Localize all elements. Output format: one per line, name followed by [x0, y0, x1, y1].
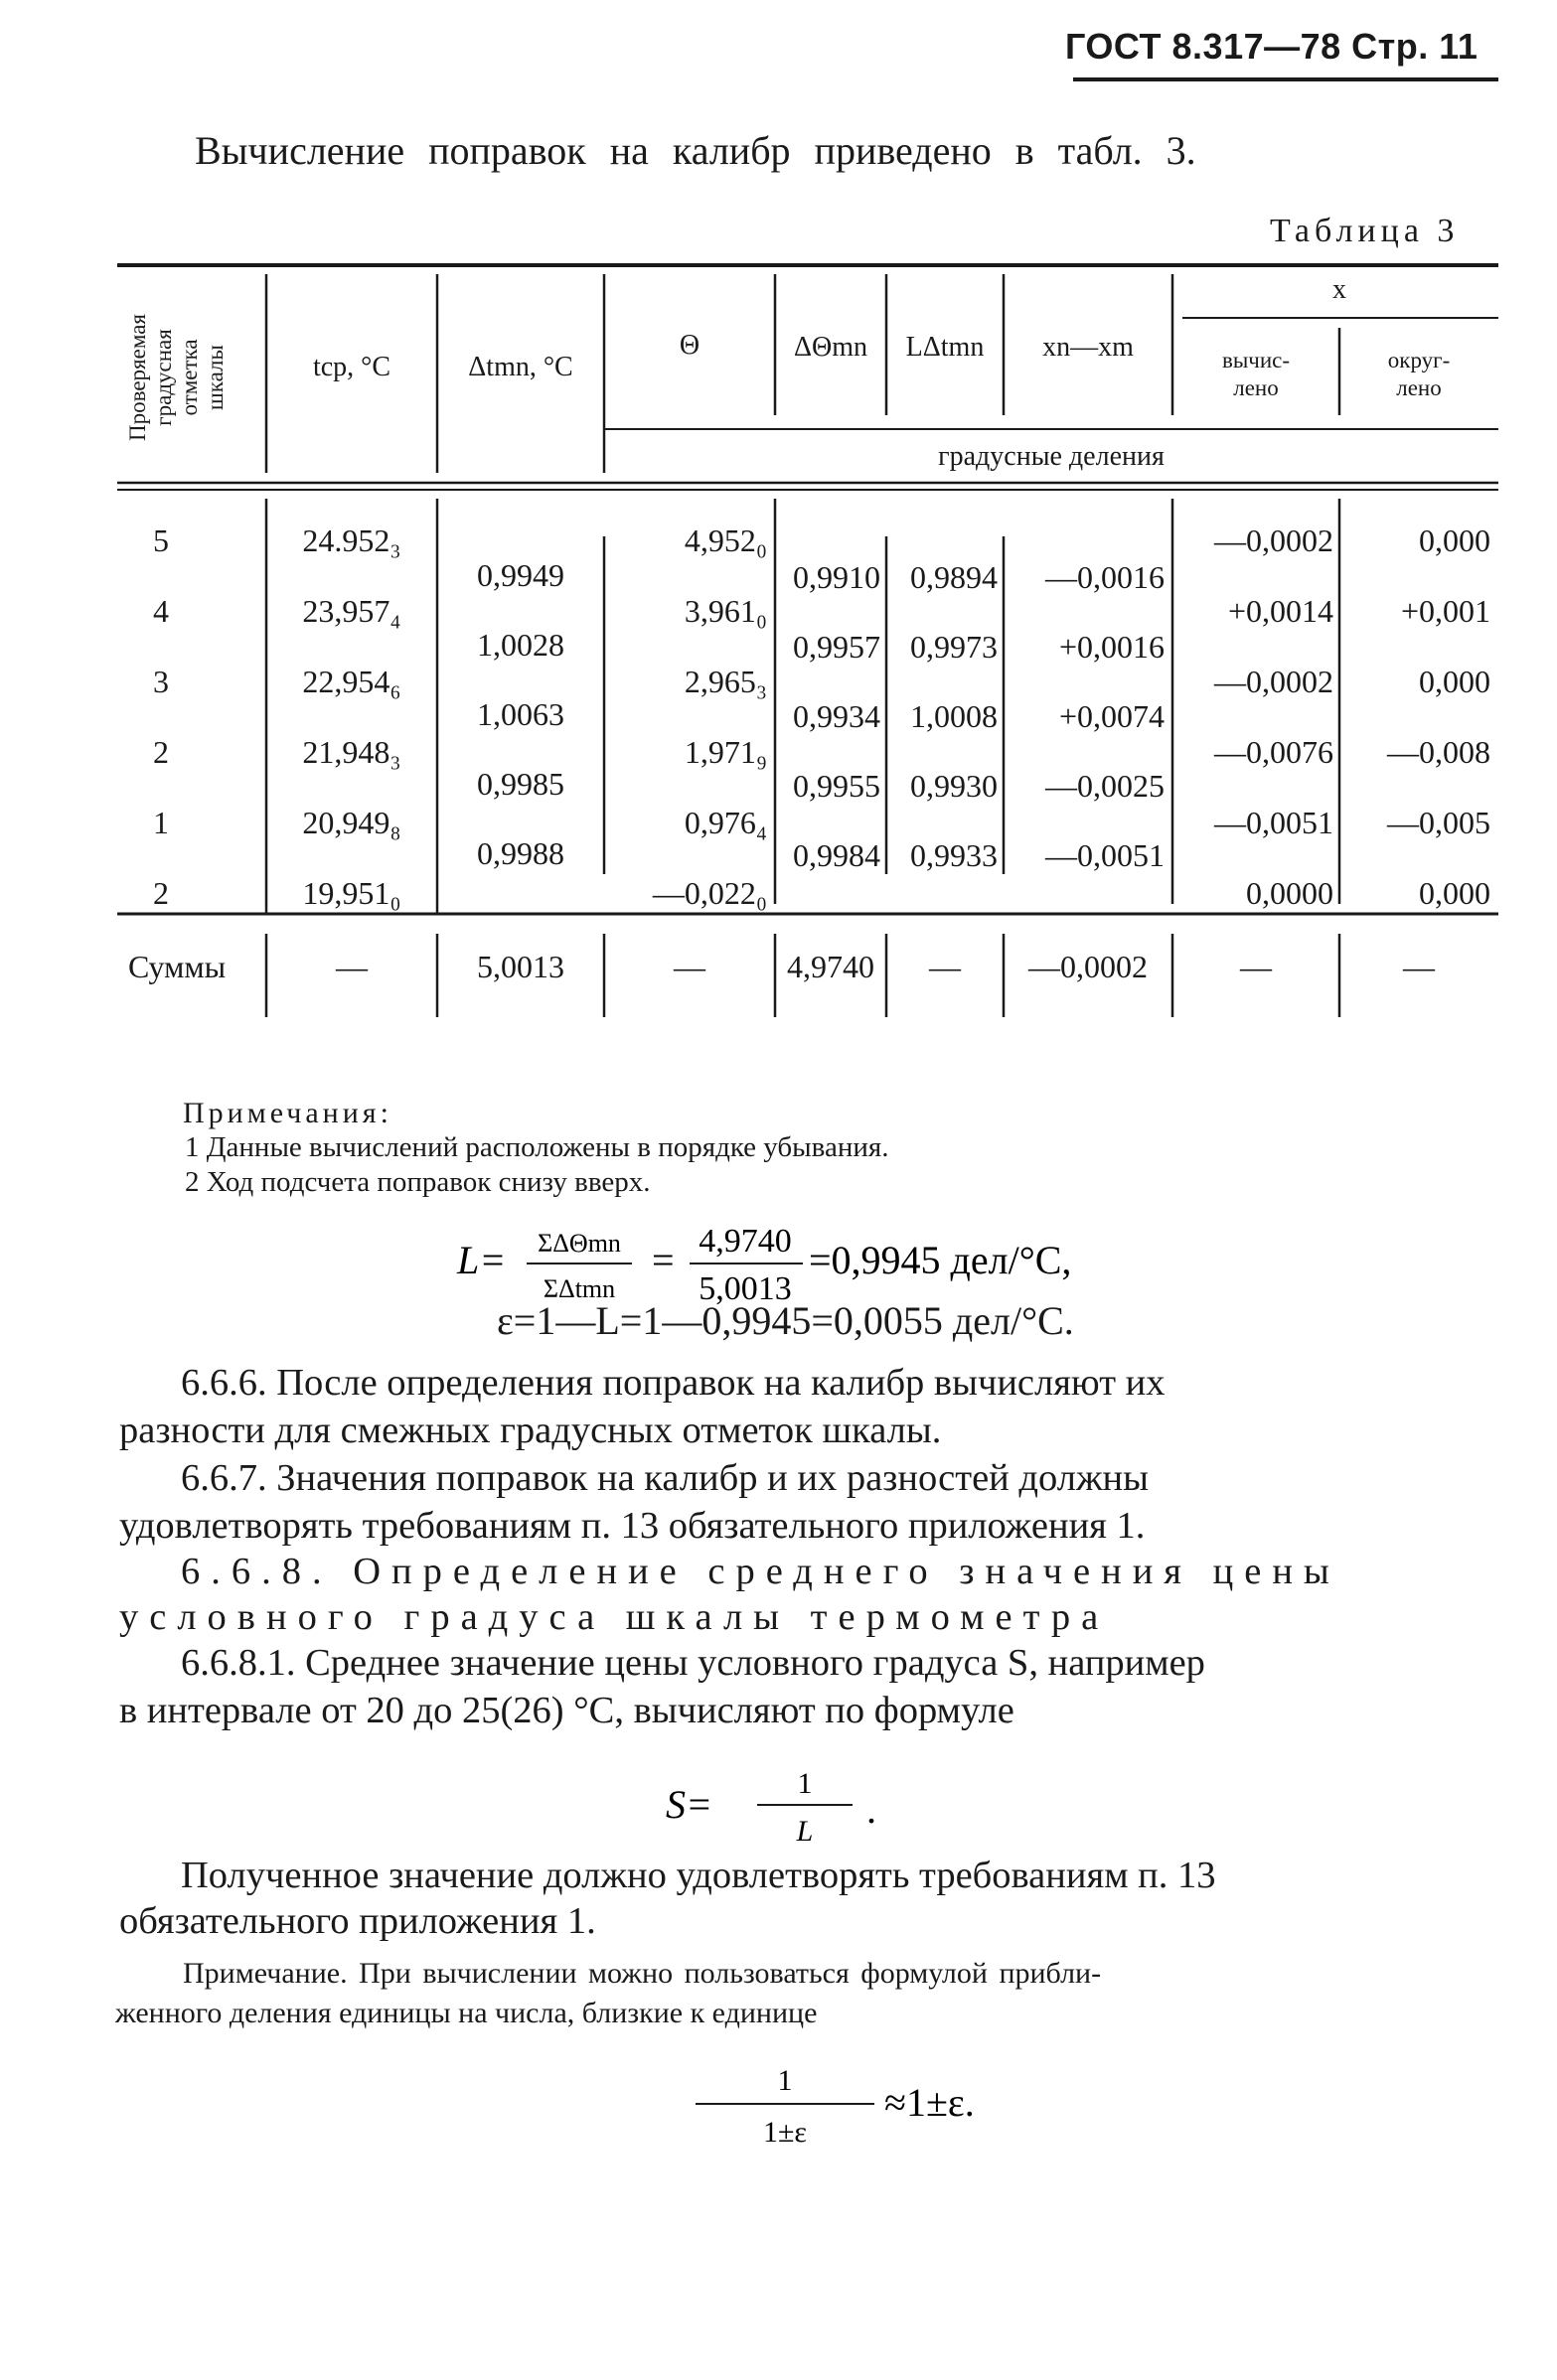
hdr-dtheta: ΔΘmn	[793, 332, 868, 363]
note-2: 2 Ход подсчета поправок снизу вверх.	[185, 1166, 651, 1198]
formula-S-den: L	[796, 1815, 814, 1848]
sums-theta: —	[674, 949, 705, 984]
row-1-theta: 4,952₀	[684, 522, 767, 558]
row-3-x-calc: —0,0002	[1214, 664, 1333, 699]
row-6-mark: 2	[153, 875, 169, 911]
row-3-x-round: 0,000	[1419, 664, 1490, 699]
row-4-mark: 2	[153, 734, 169, 770]
correction-table	[0, 0, 1557, 1093]
p666-line2: разности для смежных градусных отметок шкалы.	[119, 1410, 942, 1451]
row-6-x-round: 0,000	[1419, 875, 1490, 911]
sums-dt: 5,0013	[477, 949, 564, 984]
row-4-x-round: —0,008	[1387, 734, 1490, 770]
hdr-ldt: LΔtmn	[905, 332, 985, 363]
between-5-dtheta: 0,9984	[793, 837, 880, 873]
row-5-mark: 1	[153, 805, 169, 840]
between-1-dtheta: 0,9910	[793, 559, 880, 595]
notes-title: Примечания:	[183, 1097, 392, 1129]
formula-approx	[676, 2046, 1033, 2165]
p667-line2: удовлетворять требованиям п. 13 обязательного приложения 1.	[119, 1505, 1146, 1547]
between-4-ldt: 0,9930	[910, 768, 998, 804]
formula-L-den1: ΣΔtmn	[543, 1274, 616, 1303]
hdr-mark-4: шкалы	[203, 345, 228, 410]
p668-line1: 6.6.8. Определение среднего значения цены	[181, 1551, 1340, 1592]
formula-S-tail: .	[866, 1787, 876, 1832]
between-4-dtheta: 0,9955	[793, 768, 880, 804]
between-3-dt: 1,0063	[477, 696, 564, 732]
hdr-x-calc-1: вычис-	[1221, 348, 1291, 372]
sums-label: Суммы	[127, 949, 227, 984]
hdr-theta: Θ	[679, 330, 701, 361]
p6681-line2: в интервале от 20 до 25(26) °С, вычисляют по формуле	[119, 1690, 1014, 1731]
hdr-mark-3: отметка	[177, 339, 202, 416]
sums-ldt: —	[929, 949, 961, 984]
table-label: Таблица 3	[1270, 213, 1460, 249]
after-S-line2: обязательного приложения 1.	[119, 1900, 596, 1942]
between-1-dt: 0,9949	[477, 557, 564, 593]
row-6-t: 19,951₀	[302, 875, 401, 911]
note2-line2: женного деления единицы на числа, близкие к единице	[115, 1997, 818, 2029]
after-S-line1: Полученное значение должно удовлетворять требованиям п. 13	[181, 1855, 1216, 1896]
between-4-xdiff: —0,0025	[1045, 768, 1165, 804]
p667-line1: 6.6.7. Значения поправок на калибр и их разностей должны	[181, 1457, 1150, 1499]
between-2-ldt: 0,9973	[910, 629, 998, 665]
formula-L-num2: 4,9740	[699, 1223, 792, 1260]
row-5-theta: 0,976₄	[684, 805, 767, 840]
p668-line2: условного градуса шкалы термометра	[119, 1596, 1110, 1638]
hdr-xdiff: xn—xm	[1042, 332, 1134, 363]
formula-approx-den: 1±ε	[762, 2116, 808, 2149]
row-5-x-round: —0,005	[1387, 805, 1490, 840]
row-6-x-calc: 0,0000	[1246, 875, 1333, 911]
hdr-dt-mn: Δtmn, °С	[468, 352, 573, 382]
between-3-xdiff: +0,0074	[1058, 698, 1165, 734]
between-3-ldt: 1,0008	[910, 698, 998, 734]
hdr-x-round-2: лено	[1396, 375, 1442, 400]
row-1-x-round: 0,000	[1419, 522, 1490, 558]
between-3-dtheta: 0,9934	[793, 698, 880, 734]
row-1-x-calc: —0,0002	[1214, 522, 1333, 558]
formula-L-den2: 5,0013	[699, 1270, 792, 1307]
p6681-line1: 6.6.8.1. Среднее значение цены условного градуса S, например	[181, 1642, 1205, 1684]
hdr-x-group: x	[1332, 274, 1346, 305]
row-4-t: 21,948₃	[302, 734, 401, 770]
row-2-x-calc: +0,0014	[1227, 593, 1333, 629]
row-6-theta: —0,022₀	[652, 875, 767, 911]
row-2-theta: 3,961₀	[684, 593, 767, 629]
formula-L-eq: =	[652, 1238, 675, 1282]
sums-t: —	[336, 949, 368, 984]
formula-epsilon: ε=1—L=1—0,9945=0,0055 дел/°С.	[497, 1298, 1074, 1343]
hdr-units: градусные деления	[938, 441, 1165, 472]
row-2-x-round: +0,001	[1400, 593, 1490, 629]
formula-approx-rhs: ≈1±ε.	[884, 2080, 975, 2125]
intro-text: Вычисление поправок на калибр приведено в табл. 3.	[195, 128, 1196, 173]
formula-S-lhs: S=	[666, 1782, 712, 1827]
p666-line1: 6.6.6. После определения поправок на калибр вычисляют их	[181, 1362, 1166, 1404]
sums-x-round: —	[1403, 949, 1435, 984]
row-2-mark: 4	[153, 593, 169, 629]
row-4-theta: 1,971₉	[684, 734, 767, 770]
formula-L-result: =0,9945 дел/°С,	[809, 1238, 1072, 1282]
between-1-xdiff: —0,0016	[1045, 559, 1165, 595]
note-1: 1 Данные вычислений расположены в порядке убывания.	[185, 1131, 889, 1163]
between-4-dt: 0,9985	[477, 766, 564, 802]
row-2-t: 23,957₄	[302, 593, 401, 629]
hdr-t-cp: tср, °С	[312, 352, 391, 382]
between-1-ldt: 0,9894	[910, 559, 998, 595]
row-4-x-calc: —0,0076	[1214, 734, 1333, 770]
sums-xdiff: —0,0002	[1028, 949, 1148, 984]
row-5-t: 20,949₈	[302, 805, 401, 840]
hdr-x-round-1: округ-	[1387, 348, 1451, 372]
note2-line1: Примечание. При вычислении можно пользоваться формулой прибли-	[183, 1957, 1102, 1990]
page-header: ГОСТ 8.317—78 Стр. 11	[1065, 26, 1479, 67]
formula-L-lhs: L=	[457, 1238, 507, 1282]
between-5-xdiff: —0,0051	[1045, 837, 1165, 873]
row-3-mark: 3	[153, 664, 169, 699]
between-2-xdiff: +0,0016	[1058, 629, 1165, 665]
hdr-mark-1: Проверяемая	[125, 313, 150, 442]
formula-L-num1: ΣΔΘmn	[538, 1229, 621, 1258]
hdr-x-calc-2: лено	[1233, 375, 1279, 400]
between-2-dtheta: 0,9957	[793, 629, 880, 665]
row-5-x-calc: —0,0051	[1214, 805, 1333, 840]
hdr-mark-2: градусная	[151, 329, 176, 426]
row-3-theta: 2,965₃	[684, 664, 767, 699]
row-1-t: 24.952₃	[302, 522, 401, 558]
sums-dtheta: 4,9740	[787, 949, 874, 984]
between-5-dt: 0,9988	[477, 835, 564, 871]
sums-x-calc: —	[1240, 949, 1272, 984]
row-1-mark: 5	[153, 522, 169, 558]
row-3-t: 22,954₆	[302, 664, 401, 699]
formula-S-num: 1	[797, 1767, 813, 1800]
formula-approx-num: 1	[777, 2064, 793, 2097]
between-5-ldt: 0,9933	[910, 837, 998, 873]
between-2-dt: 1,0028	[477, 627, 564, 663]
